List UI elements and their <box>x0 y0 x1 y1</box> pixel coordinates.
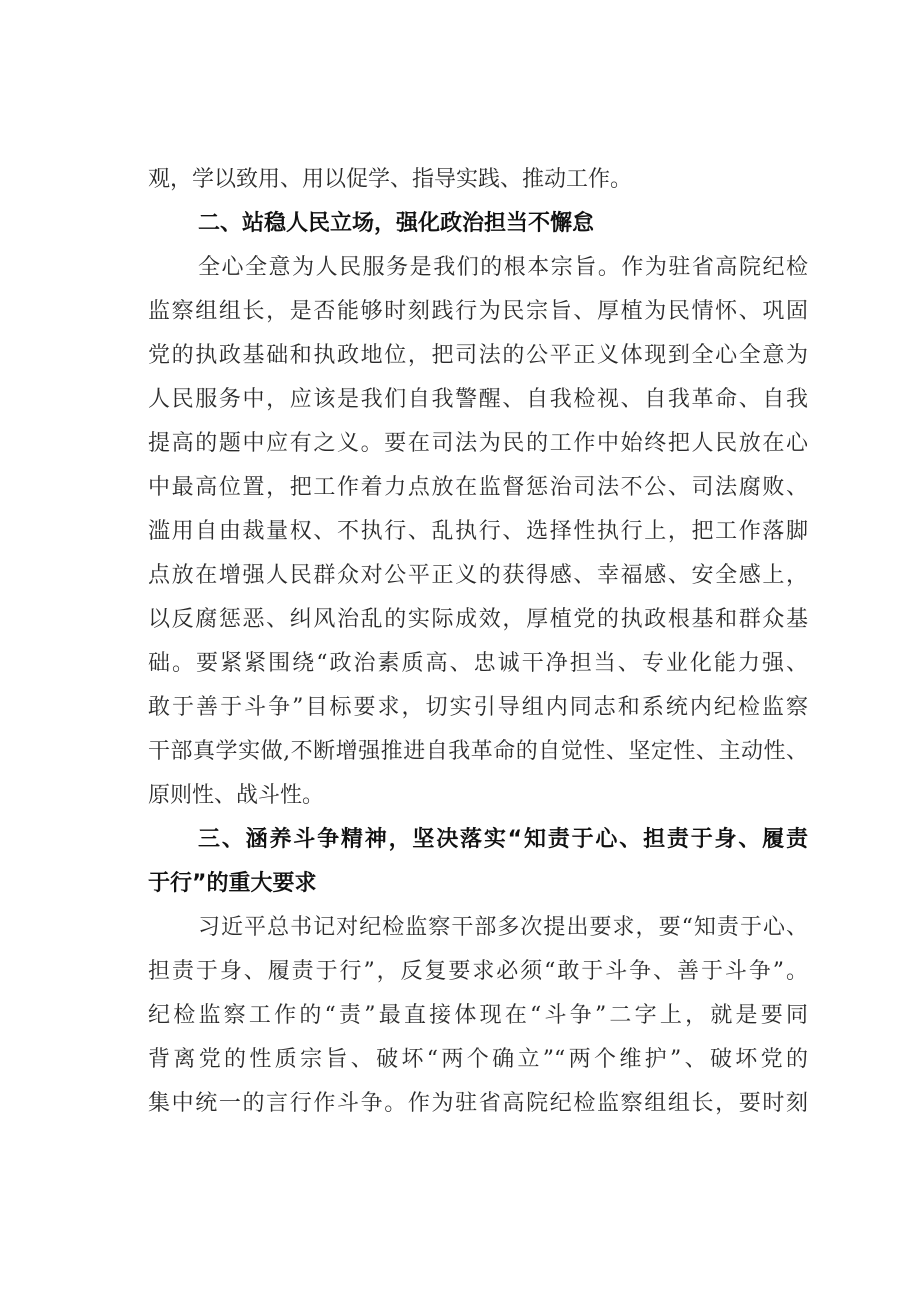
paragraph-line: 观，学以致用、用以促学、指导实践、推动工作。 <box>148 167 633 192</box>
paragraph-line: 集中统一的言行作斗争。作为驻省高院纪检监察组组长，要时刻 <box>148 1091 808 1116</box>
paragraph-line: 中最高位置，把工作着力点放在监督惩治司法不公、司法腐败、 <box>148 475 808 500</box>
paragraph-line: 担责于身、履责于行”，反复要求必须“敢于斗争、善于斗争”。 <box>148 959 808 984</box>
paragraph-line: 背离党的性质宗旨、破坏“两个确立”“两个维护”、破坏党的 <box>148 1047 808 1072</box>
paragraph-line: 础。要紧紧围绕“政治素质高、忠诚干净担当、专业化能力强、 <box>148 651 808 676</box>
paragraph-line: 滥用自由裁量权、不执行、乱执行、选择性执行上，把工作落脚 <box>148 519 808 544</box>
paragraph-line: 干部真学实做,不断增强推进自我革命的自觉性、坚定性、主动性、 <box>148 739 808 764</box>
section-heading-2: 二、站稳人民立场，强化政治担当不懈怠 <box>198 211 595 236</box>
paragraph-line: 纪检监察工作的“责”最直接体现在“斗争”二字上，就是要同 <box>148 1003 808 1028</box>
paragraph-line: 全心全意为人民服务是我们的根本宗旨。作为驻省高院纪检 <box>198 255 808 280</box>
paragraph-line: 敢于善于斗争”目标要求，切实引导组内同志和系统内纪检监察 <box>148 695 808 720</box>
paragraph-line: 党的执政基础和执政地位，把司法的公平正义体现到全心全意为 <box>148 343 808 368</box>
paragraph-line: 以反腐惩恶、纠风治乱的实际成效，厚植党的执政根基和群众基 <box>148 607 808 632</box>
section-heading-3: 三、涵养斗争精神，坚决落实“知责于心、担责于身、履责 <box>198 827 808 852</box>
paragraph-line: 人民服务中，应该是我们自我警醒、自我检视、自我革命、自我 <box>148 387 808 412</box>
paragraph-line: 提高的题中应有之义。要在司法为民的工作中始终把人民放在心 <box>148 431 808 456</box>
paragraph-line: 监察组组长，是否能够时刻践行为民宗旨、厚植为民情怀、巩固 <box>148 299 808 324</box>
section-heading-3-cont: 于行”的重大要求 <box>148 871 317 896</box>
paragraph-line: 习近平总书记对纪检监察干部多次提出要求，要“知责于心、 <box>198 915 808 940</box>
paragraph-line: 原则性、战斗性。 <box>148 783 325 808</box>
paragraph-line: 点放在增强人民群众对公平正义的获得感、幸福感、安全感上， <box>148 563 808 588</box>
